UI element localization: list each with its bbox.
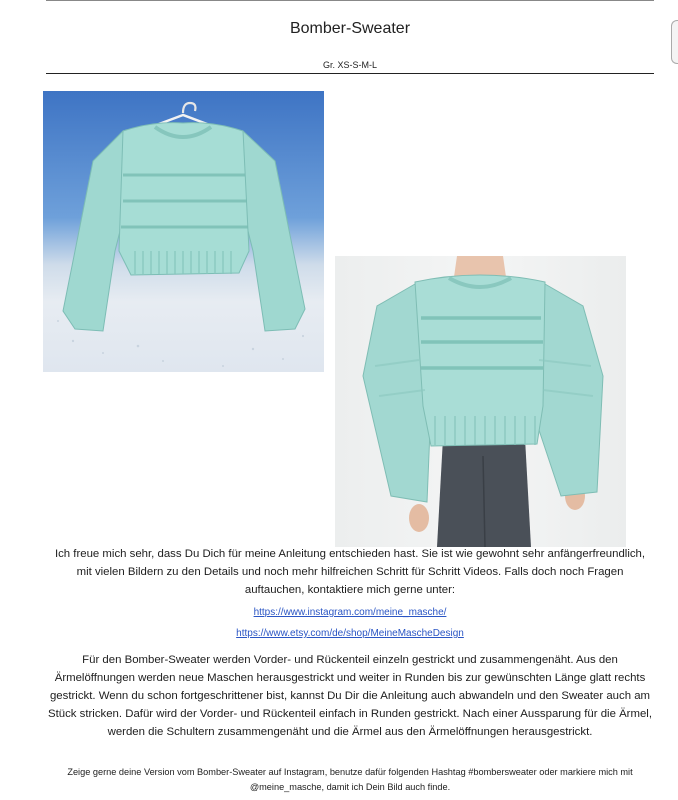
sweater-on-hanger-photo	[43, 91, 324, 372]
scroll-tab[interactable]	[671, 20, 678, 64]
header-divider	[46, 73, 654, 74]
size-range: Gr. XS-S-M-L	[322, 60, 377, 70]
sweater-worn-photo	[335, 256, 626, 547]
page-title: Bomber-Sweater	[289, 20, 411, 37]
intro-paragraph: Ich freue mich sehr, dass Du Dich für meine Anleitung entschieden hast. Sie ist wie gewohnt sehr anfängerfreundlich, mit vielen Bildern zu den Details und noch mehr hilfreichen Schritt für Schritt Videos. Falls doch noch Fragen auftauchen, kontaktiere mich gerne unter:	[54, 548, 646, 596]
description-paragraph: Für den Bomber-Sweater werden Vorder- und Rückenteil einzeln gestrickt und zusammengenäht. Aus den Ärmelöffnungen werden neue Maschen herausgestrickt und weiter in Runden bis zur gewünschten Länge glatt rechts gestrickt. Wenn du schon fortgeschrittener bist, kannst Du Dir die Anleitung auch abwandeln und den Sweater auch am Stück stricken. Dafür wird der Vorder- und Rückenteil einfach in Runden gestrickt. Nach einer Aussparung für die Ärmel, werden die Schultern zusammengenäht und die Ärmel aus den Ärmelöffnungen herausgestrickt.	[48, 654, 652, 738]
etsy-link[interactable]: https://www.etsy.com/de/shop/MeineMascheDesign	[236, 628, 464, 639]
top-divider	[46, 0, 654, 1]
sweater-on-hanger-illustration	[43, 91, 324, 372]
instagram-link[interactable]: https://www.instagram.com/meine_masche/	[253, 607, 447, 618]
share-paragraph: Zeige gerne deine Version vom Bomber-Sweater auf Instagram, benutze dafür folgenden Hashtag #bombersweater oder markiere mich mit @meine_masche, damit ich Dein Bild auch finde.	[67, 767, 633, 792]
sweater-worn-illustration	[335, 256, 626, 547]
